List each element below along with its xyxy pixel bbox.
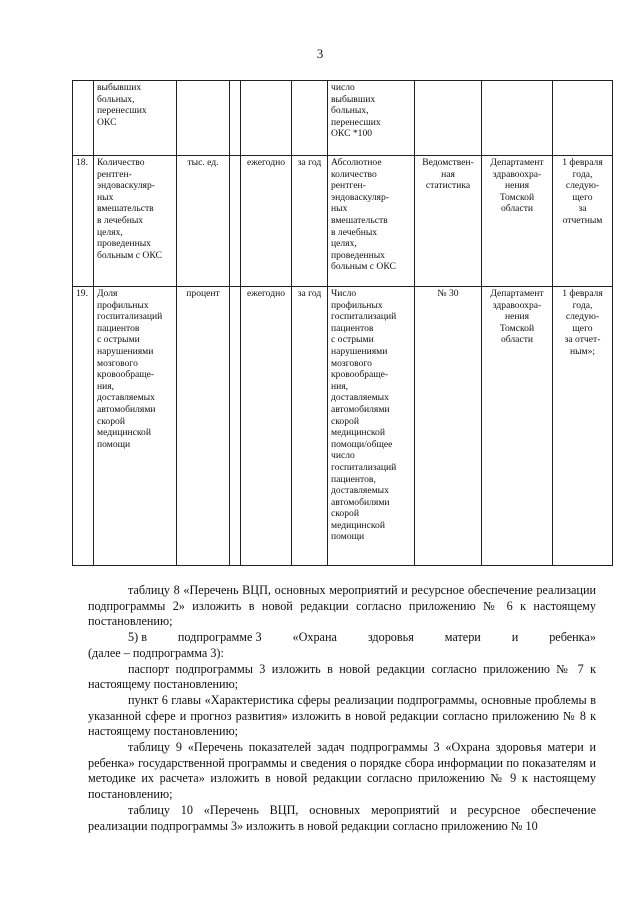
paragraph: таблицу 8 «Перечень ВЦП, основных мероприятий и ресурсное обеспечение реализации подпрограммы 2» изложить в новой редакции согласно приложению № 6 к настоящему постановлению;: [88, 583, 596, 629]
calculation-method: число выбывших больных, перенесших ОКС *100: [328, 81, 415, 156]
heading-word: «Охрана: [292, 630, 337, 645]
data-source: [415, 81, 482, 156]
data-source: Ведомствен- ная статистика: [415, 156, 482, 287]
deadline: [553, 81, 613, 156]
responsible: Департамент здравоохра- нения Томской области: [482, 156, 553, 287]
table-row: [73, 287, 613, 566]
heading-word: здоровья: [367, 630, 414, 645]
periodicity: ежегодно: [241, 156, 292, 287]
indicator-name: Доля профильных госпитализаций пациентов с острыми нарушениями мозгового кровообраще- ния, доставляемых автомобилями скорой медицинской помощи: [94, 287, 177, 566]
heading-word: матери: [444, 630, 481, 645]
unit: процент: [177, 287, 230, 566]
paragraph: (далее – подпрограмма 3):: [88, 645, 224, 660]
calculation-method: Абсолютное количество рентген- эндоваскуляр- ных вмешательств в лечебных целях, проведенных больным с ОКС: [328, 156, 415, 287]
unit: тыс. ед.: [177, 156, 230, 287]
data-source: № 30: [415, 287, 482, 566]
page-number: 3: [316, 46, 324, 61]
period: за год: [292, 156, 328, 287]
heading-word: 5) в: [128, 630, 147, 645]
document-body: [88, 583, 596, 834]
deadline: 1 февраля года, следую- щего за отчет- ным»;: [553, 287, 613, 566]
row-number: 18.: [73, 156, 94, 287]
empty-cell: [230, 156, 241, 287]
paragraph: пункт 6 главы «Характеристика сферы реализации подпрограммы, основные проблемы в указанной сфере и прогноз развития» изложить в новой редакции согласно приложению № 8 к настоящему постановлению;: [88, 692, 596, 739]
table-row: [73, 81, 613, 156]
period: [292, 81, 328, 156]
heading-word: ребенка»: [549, 630, 596, 645]
empty-cell: [230, 81, 241, 156]
indicators-table: [72, 80, 613, 566]
unit: [177, 81, 230, 156]
paragraph: паспорт подпрограммы 3 изложить в новой редакции согласно приложению № 7 к настоящему постановлению;: [88, 661, 596, 692]
paragraph: таблицу 10 «Перечень ВЦП, основных мероприятий и ресурсное обеспечение реализации подпрограммы 3» изложить в новой редакции согласно приложению № 10: [88, 802, 596, 833]
paragraph: таблицу 9 «Перечень показателей задач подпрограммы 3 «Охрана здоровья матери и ребенка» государственной программы и сведения о порядке сбора информации по показателям и методике их расчета» изложить в новой редакции согласно приложению № 9 к настоящему постановлению;: [88, 740, 596, 802]
indicator-name: Количество рентген- эндоваскуляр- ных вмешательств в лечебных целях, проведенных больным с ОКС: [94, 156, 177, 287]
subprogram-heading-line: [88, 630, 596, 646]
indicator-name: выбывших больных, перенесших ОКС: [94, 81, 177, 156]
row-number: 19.: [73, 287, 94, 566]
table-row: [73, 156, 613, 287]
responsible: [482, 81, 553, 156]
heading-word: подпрограмме 3: [177, 630, 262, 645]
calculation-method: Число профильных госпитализаций пациентов с острыми нарушениями мозгового кровообраще- ния, доставляемых автомобилями скорой медицинской помощи/общее число госпитализаций пациентов, доставляемых автомобилями скорой медицинской помощи: [328, 287, 415, 566]
periodicity: ежегодно: [241, 287, 292, 566]
deadline: 1 февраля года, следую- щего за отчетным: [553, 156, 613, 287]
row-number: [73, 81, 94, 156]
empty-cell: [230, 287, 241, 566]
heading-word: и: [511, 630, 519, 645]
periodicity: [241, 81, 292, 156]
period: за год: [292, 287, 328, 566]
responsible: Департамент здравоохра- нения Томской области: [482, 287, 553, 566]
